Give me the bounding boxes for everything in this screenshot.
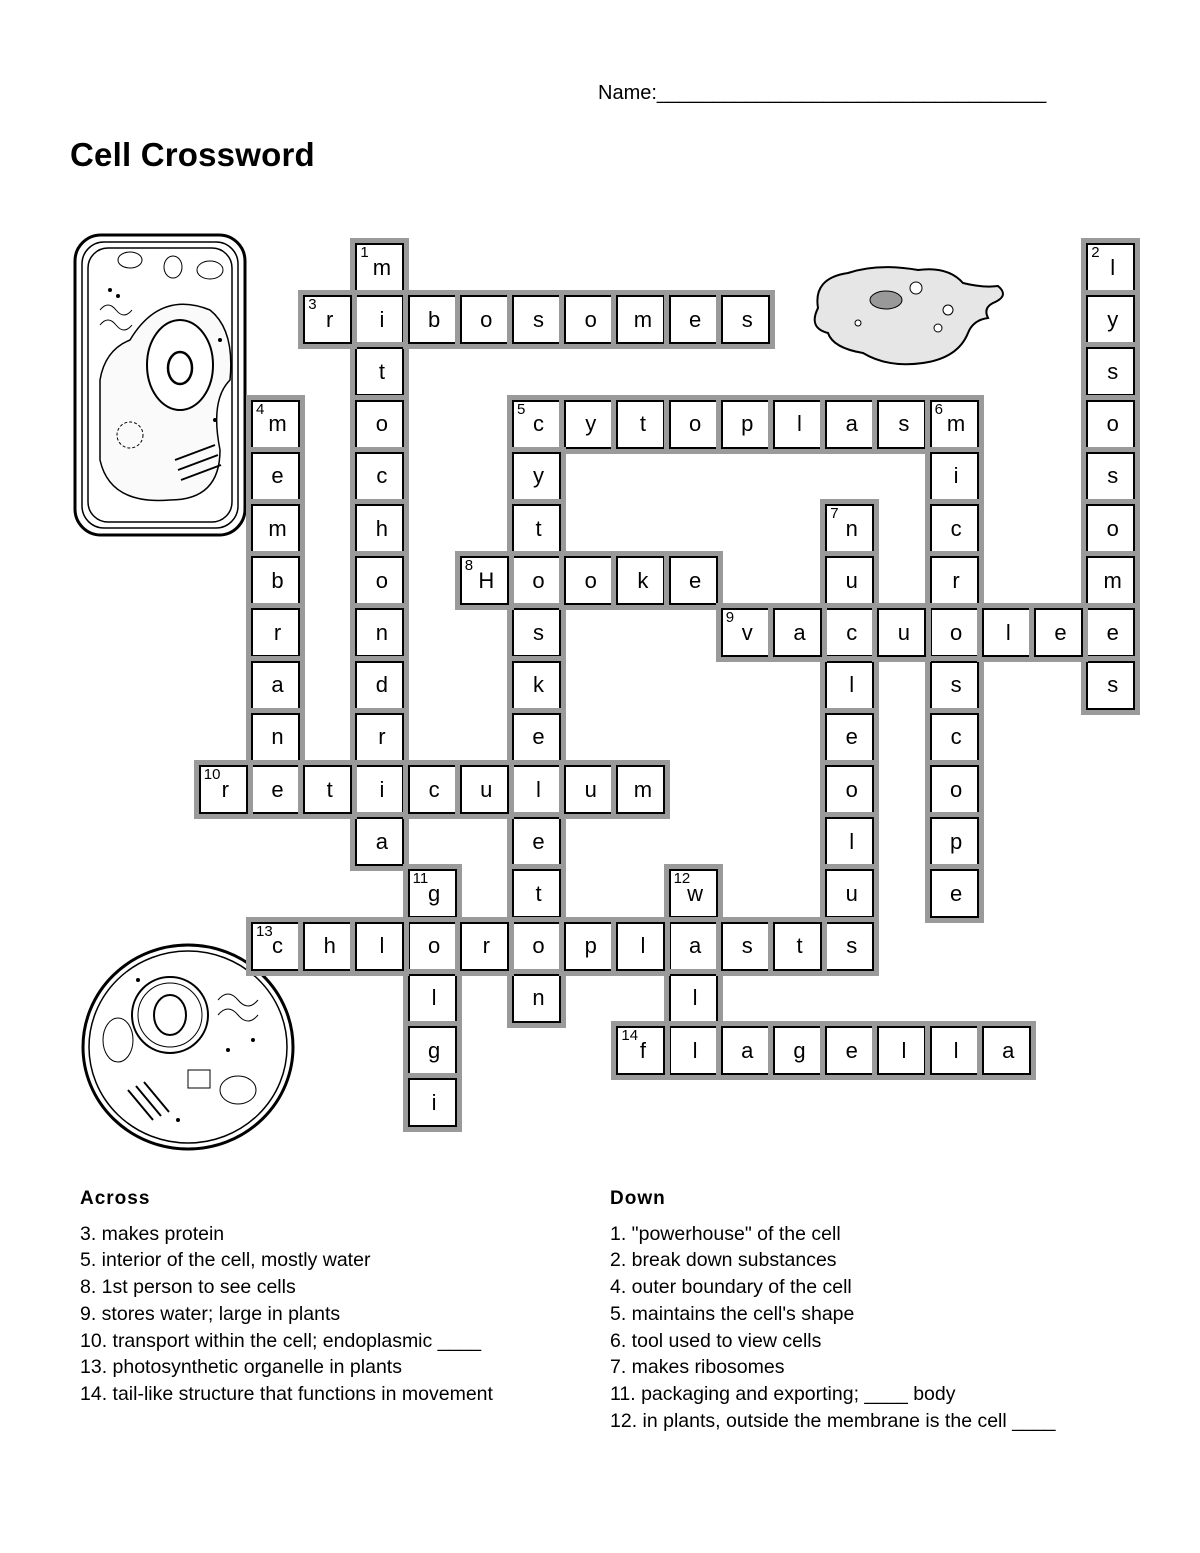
crossword-cell[interactable] (930, 556, 979, 605)
cell-letter: o (949, 619, 963, 645)
crossword-cell[interactable] (982, 1026, 1031, 1075)
crossword-cell[interactable] (408, 1026, 457, 1075)
cell-letter: o (427, 933, 441, 959)
page-title: Cell Crossword (70, 136, 315, 173)
cell-letter: o (375, 567, 389, 593)
crossword-cell[interactable] (1086, 661, 1135, 710)
down-clue: 11. packaging and exporting; ____ body (610, 1382, 956, 1405)
crossword-cell[interactable] (669, 922, 718, 971)
cell-letter: l (379, 933, 385, 959)
crossword-cell[interactable] (355, 504, 404, 553)
cell-letter: i (431, 1089, 437, 1115)
crossword-cell[interactable] (616, 400, 665, 449)
crossword-cell[interactable] (512, 608, 561, 657)
cell-letter: e (688, 306, 702, 332)
crossword-cell[interactable] (616, 765, 665, 814)
cell-letter: e (271, 776, 284, 802)
cell-letter: r (273, 619, 282, 645)
crossword-cell[interactable] (825, 504, 874, 553)
cell-letter: e (1054, 619, 1067, 645)
cell-letter: a (845, 411, 858, 437)
crossword-cell[interactable] (408, 869, 457, 918)
crossword-cell[interactable] (251, 922, 300, 971)
cell-letter: u (845, 567, 858, 593)
cell-letter: l (640, 933, 646, 959)
cell-letter: k (637, 567, 649, 593)
crossword-cell[interactable] (512, 713, 561, 762)
crossword-cell[interactable] (669, 400, 718, 449)
across-clue: 3. makes protein (80, 1222, 225, 1245)
cell-letter: e (845, 724, 858, 750)
cell-letter: m (268, 411, 287, 437)
crossword-cell[interactable] (564, 400, 613, 449)
crossword-cell[interactable] (512, 922, 561, 971)
crossword-cell[interactable] (773, 1026, 822, 1075)
crossword-cell[interactable] (251, 713, 300, 762)
cell-letter: b (271, 567, 284, 593)
down-clue: 1. "powerhouse" of the cell (610, 1222, 841, 1245)
cell-letter: r (482, 933, 490, 959)
cell-letter: y (533, 463, 544, 489)
crossword-cell[interactable] (564, 295, 613, 344)
crossword-cell[interactable] (930, 869, 979, 918)
cell-letter: e (532, 828, 545, 854)
cell-letter: h (323, 933, 336, 959)
crossword-cell[interactable] (408, 1078, 457, 1127)
across-clue: 9. stores water; large in plants (80, 1302, 341, 1325)
crossword-cell[interactable] (199, 765, 248, 814)
crossword-cell[interactable] (512, 556, 561, 605)
cell-letter: t (326, 776, 333, 802)
across-clues (80, 1186, 493, 1408)
cell-letter: m (268, 515, 287, 541)
cell-letter: o (845, 776, 858, 802)
crossword-cell[interactable] (355, 347, 404, 396)
crossword-cell[interactable] (825, 608, 874, 657)
clue-number: 11 (412, 870, 429, 888)
crossword-cell[interactable] (355, 661, 404, 710)
crossword-cell[interactable] (355, 556, 404, 605)
crossword-cell[interactable] (564, 765, 613, 814)
cell-letter: s (1107, 463, 1119, 489)
crossword-cell[interactable] (408, 765, 457, 814)
down-clue: 4. outer boundary of the cell (610, 1276, 852, 1299)
crossword-cell[interactable] (930, 400, 979, 449)
down-clue: 5. maintains the cell's shape (610, 1302, 855, 1325)
crossword-cell[interactable] (303, 765, 352, 814)
crossword-cell[interactable] (930, 452, 979, 501)
cell-letter: u (480, 776, 493, 802)
cell-letter: o (1106, 515, 1119, 541)
cell-letter: p (584, 933, 597, 959)
clue-number: 9 (725, 609, 735, 627)
cell-letter: a (1002, 1037, 1015, 1063)
crossword-cell[interactable] (251, 556, 300, 605)
crossword-cell[interactable] (1086, 243, 1135, 292)
cell-letter: s (533, 306, 544, 332)
crossword-cell[interactable] (512, 765, 561, 814)
crossword-cell[interactable] (355, 765, 404, 814)
crossword-cell[interactable] (408, 295, 457, 344)
crossword-cell[interactable] (877, 608, 926, 657)
crossword-cell[interactable] (251, 400, 300, 449)
crossword-cell[interactable] (303, 295, 352, 344)
crossword-cell[interactable] (1034, 608, 1083, 657)
crossword-cell[interactable] (825, 817, 874, 866)
cell-letter: o (532, 933, 545, 959)
crossword-cell[interactable] (460, 556, 509, 605)
crossword-cell[interactable] (616, 922, 665, 971)
cell-letter: u (897, 619, 911, 645)
crossword-cell[interactable] (930, 504, 979, 553)
cell-letter: s (950, 672, 962, 698)
cell-letter: s (741, 933, 753, 959)
cell-letter: l (536, 776, 541, 802)
crossword-cell[interactable] (930, 661, 979, 710)
crossword-cell[interactable] (669, 869, 718, 918)
down-clues (610, 1186, 1056, 1434)
across-clue: 5. interior of the cell, mostly water (80, 1249, 371, 1272)
cell-letter: v (741, 619, 753, 645)
cell-letter: u (584, 776, 597, 802)
crossword-cell[interactable] (616, 1026, 665, 1075)
crossword-cell[interactable] (512, 504, 561, 553)
cell-letter: n (845, 515, 858, 541)
cell-letter: f (639, 1037, 646, 1063)
cell-letter: e (532, 724, 545, 750)
crossword-cell[interactable] (669, 1026, 718, 1075)
cell-letter: a (271, 672, 284, 698)
cell-letter: e (949, 880, 963, 906)
cell-letter: e (845, 1037, 858, 1063)
cell-letter: c (533, 411, 544, 437)
crossword-cell[interactable] (1086, 347, 1135, 396)
crossword-cell[interactable] (721, 608, 770, 657)
crossword-cell[interactable] (773, 608, 822, 657)
crossword-cell[interactable] (616, 295, 665, 344)
crossword-cell[interactable] (251, 452, 300, 501)
crossword-cell[interactable] (564, 556, 613, 605)
crossword-cell[interactable] (930, 1026, 979, 1075)
down-clue: 2. break down substances (610, 1249, 837, 1272)
cell-letter: u (845, 880, 858, 906)
cell-letter: d (375, 672, 389, 698)
crossword-cell[interactable] (355, 295, 404, 344)
crossword-cell[interactable] (303, 922, 352, 971)
crossword-cell[interactable] (1086, 504, 1135, 553)
crossword-cell[interactable] (355, 452, 404, 501)
cell-letter: l (431, 985, 437, 1011)
clue-number: 3 (308, 296, 317, 314)
cell-letter: o (375, 411, 389, 437)
cell-letter: i (953, 463, 959, 489)
cell-letter: g (427, 880, 441, 906)
cell-letter: c (376, 463, 388, 489)
down-clue: 12. in plants, outside the membrane is the cell ____ (610, 1409, 1056, 1432)
crossword-cell[interactable] (721, 922, 770, 971)
cell-letter: t (796, 933, 803, 959)
crossword-cell[interactable] (408, 974, 457, 1023)
crossword-cell[interactable] (460, 765, 509, 814)
crossword-cell[interactable] (825, 922, 874, 971)
cell-letter: t (535, 880, 542, 906)
crossword-cell[interactable] (355, 922, 404, 971)
crossword-cell[interactable] (982, 608, 1031, 657)
cell-letter: c (950, 515, 962, 541)
cell-letter: n (532, 985, 545, 1011)
cell-letter: o (532, 567, 545, 593)
cell-letter: s (741, 306, 753, 332)
crossword-cell[interactable] (355, 400, 404, 449)
crossword-cell[interactable] (1086, 608, 1135, 657)
clue-number: 12 (673, 870, 691, 888)
cell-letter: r (221, 776, 229, 802)
cell-letter: s (1107, 358, 1119, 384)
cell-letter: o (584, 567, 597, 593)
cell-letter: a (741, 1037, 754, 1063)
cell-letter: m (946, 411, 966, 437)
cell-letter: l (692, 1037, 698, 1063)
cell-letter: e (271, 463, 284, 489)
cell-letter: H (478, 567, 495, 593)
clue-number: 14 (621, 1027, 639, 1044)
across-clue: 8. 1st person to see cells (80, 1276, 296, 1299)
cell-letter: l (1110, 254, 1116, 280)
clue-number: 5 (517, 400, 526, 418)
down-clue: 7. makes ribosomes (610, 1356, 785, 1379)
cell-letter: e (1106, 619, 1119, 645)
cell-letter: t (639, 411, 646, 437)
cell-letter: e (688, 567, 702, 593)
down-heading: Down (610, 1188, 666, 1209)
cell-letter: b (427, 306, 441, 332)
cell-letter: l (1005, 619, 1011, 645)
cell-letter: s (846, 933, 858, 959)
crossword-cell[interactable] (251, 661, 300, 710)
cell-letter: n (375, 619, 389, 645)
cell-letter: o (480, 306, 493, 332)
cell-letter: s (898, 411, 910, 437)
crossword-cell[interactable] (512, 400, 561, 449)
crossword-cell[interactable] (355, 608, 404, 657)
crossword-cell[interactable] (512, 661, 561, 710)
crossword-cell[interactable] (930, 713, 979, 762)
crossword-cell[interactable] (355, 713, 404, 762)
cell-letter: y (585, 411, 597, 437)
crossword-cell[interactable] (512, 817, 561, 866)
cell-letter: g (793, 1037, 806, 1063)
cell-letter: o (1106, 411, 1119, 437)
crossword-cell[interactable] (877, 400, 926, 449)
crossword-cell[interactable] (930, 765, 979, 814)
crossword-cell[interactable] (512, 295, 561, 344)
crossword-cell[interactable] (721, 400, 770, 449)
cell-letter: g (427, 1037, 441, 1063)
crossword-cell[interactable] (825, 661, 874, 710)
crossword-cell[interactable] (669, 556, 718, 605)
cell-letter: o (584, 306, 597, 332)
across-heading: Across (80, 1188, 151, 1209)
cell-letter: l (849, 672, 855, 698)
crossword-cell[interactable] (564, 922, 613, 971)
clue-number: 7 (830, 505, 839, 522)
cell-letter: m (372, 254, 392, 280)
cell-letter: p (949, 828, 963, 854)
crossword-cell[interactable] (512, 869, 561, 918)
cell-letter: s (1107, 672, 1119, 698)
down-clue: 6. tool used to view cells (610, 1329, 822, 1352)
cell-letter: m (633, 306, 653, 332)
cell-letter: m (633, 776, 653, 802)
crossword-cell[interactable] (460, 922, 509, 971)
crossword-cell[interactable] (877, 1026, 926, 1075)
clue-number: 10 (203, 766, 221, 783)
cell-letter: n (271, 724, 284, 750)
cell-letter: l (849, 828, 855, 854)
clue-number: 13 (256, 922, 273, 940)
crossword-cell[interactable] (1086, 295, 1135, 344)
crossword-cell[interactable] (773, 400, 822, 449)
cell-letter: h (375, 515, 389, 541)
crossword-cell[interactable] (721, 1026, 770, 1075)
crossword-cell[interactable] (825, 400, 874, 449)
cell-letter: a (375, 828, 389, 854)
crossword-cell[interactable] (616, 556, 665, 605)
cell-letter: m (1103, 567, 1122, 593)
clue-number: 4 (256, 400, 265, 418)
crossword-cell[interactable] (930, 608, 979, 657)
clue-number: 1 (360, 244, 369, 261)
cell-letter: l (901, 1037, 907, 1063)
crossword-cell[interactable] (825, 713, 874, 762)
clue-number: 2 (1091, 244, 1100, 261)
clue-number: 6 (934, 400, 943, 418)
crossword-cell[interactable] (721, 295, 770, 344)
cell-letter: i (379, 776, 385, 802)
crossword-cell[interactable] (773, 922, 822, 971)
cell-letter: t (535, 515, 542, 541)
cell-letter: c (428, 776, 440, 802)
crossword-cell[interactable] (355, 817, 404, 866)
crossword-cell[interactable] (1086, 400, 1135, 449)
across-clue: 10. transport within the cell; endoplasmic ____ (80, 1329, 482, 1352)
across-clue: 14. tail-like structure that functions in movement (80, 1382, 493, 1405)
crossword-cell[interactable] (825, 1026, 874, 1075)
cell-letter: r (378, 724, 386, 750)
cell-letter: c (950, 724, 962, 750)
crossword-cell[interactable] (1086, 452, 1135, 501)
crossword-cell[interactable] (825, 869, 874, 918)
crossword-cell[interactable] (460, 295, 509, 344)
crossword-cell[interactable] (1086, 556, 1135, 605)
crossword-cell[interactable] (251, 504, 300, 553)
crossword-cell[interactable] (930, 817, 979, 866)
crossword-cell[interactable] (251, 608, 300, 657)
across-clue: 13. photosynthetic organelle in plants (80, 1356, 402, 1379)
cell-letter: o (949, 776, 963, 802)
cell-letter: o (688, 411, 702, 437)
cell-letter: a (688, 933, 702, 959)
crossword-cell[interactable] (355, 243, 404, 292)
cell-letter: y (1107, 306, 1119, 332)
cell-letter: r (326, 306, 334, 332)
cell-letter: l (692, 985, 698, 1011)
cell-letter: a (793, 619, 806, 645)
cell-letter: k (533, 672, 544, 698)
crossword-cell[interactable] (512, 452, 561, 501)
cell-letter: l (953, 1037, 959, 1063)
crossword-cell[interactable] (408, 922, 457, 971)
cell-letter: i (379, 306, 385, 332)
cell-letter: w (687, 880, 704, 906)
crossword-cell[interactable] (669, 295, 718, 344)
cell-letter: s (533, 619, 544, 645)
clue-number: 8 (464, 557, 474, 575)
cell-letter: p (741, 411, 754, 437)
cell-letter: l (797, 411, 802, 437)
crossword-cell[interactable] (251, 765, 300, 814)
cell-letter: t (378, 358, 385, 384)
crossword-cell[interactable] (669, 974, 718, 1023)
crossword-cell[interactable] (825, 765, 874, 814)
name-field-label[interactable]: Name:___________________________________ (598, 82, 1047, 104)
cell-letter: c (846, 619, 858, 645)
cell-letter: c (272, 933, 283, 959)
crossword-cell[interactable] (825, 556, 874, 605)
crossword-cell[interactable] (512, 974, 561, 1023)
cell-letter: r (952, 567, 960, 593)
